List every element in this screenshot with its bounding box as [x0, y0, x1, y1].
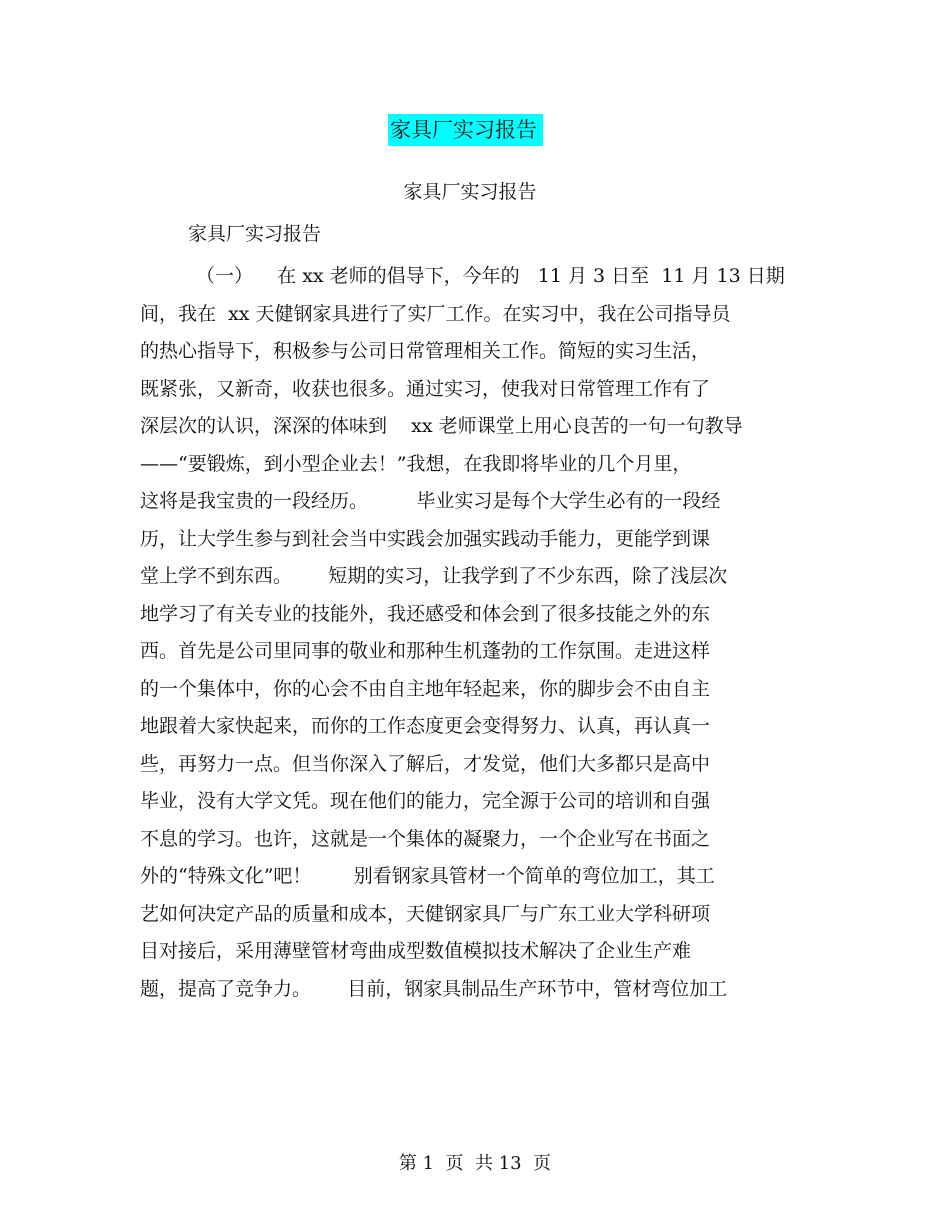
body-line: （一） 在 xx 老师的倡导下，今年的 11 月 3 日至 11 月 13 日期: [196, 265, 785, 287]
body-line: 深层次的认识，深深的体味到 xx 老师课堂上用心良苦的一句一句教导: [140, 415, 743, 437]
body-line: 题，提高了竞争力。 目前，钢家具制品生产环节中，管材弯位加工: [140, 977, 728, 1000]
body-line: 堂上学不到东西。 短期的实习，让我学到了不少东西，除了浅层次: [140, 565, 728, 587]
body-line: 既紧张，又新奇，收获也很多。通过实习，使我对日常管理工作有了: [140, 377, 711, 400]
body-text: [140, 261, 820, 1011]
body-line: 毕业，没有大学文凭。现在他们的能力，完全源于公司的培训和自强: [140, 790, 711, 812]
page-footer: 第 1 页 共 13 页: [398, 1153, 552, 1174]
body-line: ——“要锻炼，到小型企业去！”我想，在我即将毕业的几个月里，: [140, 452, 692, 475]
body-line: 外的“特殊文化”吧！ 别看钢家具管材一个简单的弯位加工，其工: [140, 865, 715, 887]
body-line: 的一个集体中，你的心会不由自主地年轻起来，你的脚步会不由自主: [140, 677, 711, 700]
body-line: 这将是我宝贵的一段经历。 毕业实习是每个大学生必有的一段经: [140, 490, 721, 512]
body-line: 历，让大学生参与到社会当中实践会加强实践动手能力，更能学到课: [140, 527, 711, 550]
body-line: 艺如何决定产品的质量和成本，天健钢家具厂与广东工业大学科研项: [140, 902, 711, 925]
body-line: 地跟着大家快起来，而你的工作态度更会变得努力、认真，再认真一: [140, 715, 711, 737]
body-line: 不息的学习。也许，这就是一个集体的凝聚力，一个企业写在书面之: [140, 827, 711, 850]
body-line: 的热心指导下，积极参与公司日常管理相关工作。简短的实习生活，: [140, 340, 711, 362]
body-line: 西。首先是公司里同事的敬业和那种生机蓬勃的工作氛围。走进这样: [140, 640, 711, 662]
document-subtitle: 家具厂实习报告: [403, 181, 537, 203]
body-line: 间，我在 xx 天健钢家具进行了实厂工作。在实习中，我在公司指导员: [140, 302, 731, 325]
section-heading: 家具厂实习报告: [188, 223, 322, 245]
body-line: 些，再努力一点。但当你深入了解后，才发觉，他们大多都只是高中: [140, 752, 711, 775]
body-line: 目对接后，采用薄壁管材弯曲成型数值模拟技术解决了企业生产难: [140, 940, 692, 962]
body-line: 地学习了有关专业的技能外，我还感受和体会到了很多技能之外的东: [140, 602, 711, 625]
document-title: 家具厂实习报告: [388, 114, 543, 146]
